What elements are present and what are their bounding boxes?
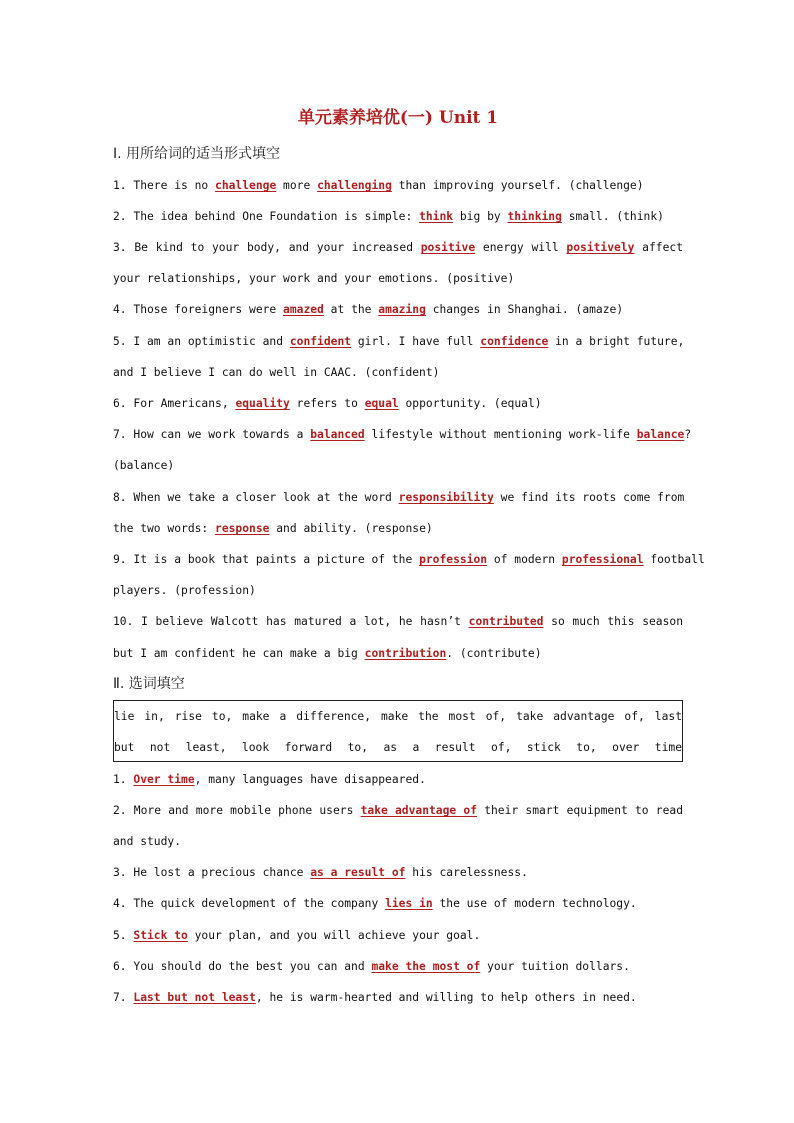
section1-question-10-line-2 [113,643,683,665]
section1-question-8-line-1 [113,487,683,509]
section1-question-2-line-1 [113,206,683,228]
question-text: in a bright future, [548,335,685,348]
section1-question-3-line-1 [113,237,683,259]
answer-blank: confident [289,335,352,348]
answer-blank: positive [420,241,476,254]
question-text: the two words: [113,522,216,535]
answer-blank: lies in [385,897,433,910]
question-text: refers to [289,397,365,410]
answer-blank: amazing [378,303,426,316]
question-text: 4. Those foreigners were [113,303,284,316]
answer-blank: profession [419,553,488,566]
word-bank-line-1: lie in, rise to, make a difference, make the most of, take advantage of, last [114,710,682,723]
answer-blank: responsibility [398,491,494,504]
answer-blank: balance [636,428,685,441]
question-text: 4. The quick development of the company [113,897,386,910]
section1-question-4-line-1 [113,299,683,321]
question-text: at the [323,303,379,316]
question-text: 2. The idea behind One Foundation is simple: [113,210,420,223]
question-text: 8. When we take a closer look at the word [113,491,399,504]
question-text: 10. I believe Walcott has matured a lot, he hasn’t [113,615,469,628]
answer-blank: confidence [480,335,549,348]
question-text: and I believe I can do well in CAAC. (confident) [113,366,440,379]
section2-question-2-line-1 [113,800,683,822]
question-text: 9. It is a book that paints a picture of the [113,553,420,566]
section2-question-7-line-1 [113,987,683,1009]
question-text: but I am confident he can make a big [113,647,365,660]
section1-question-3-line-2 [113,268,683,290]
question-text: 7. How can we work towards a [113,428,311,441]
question-text: your tuition dollars. [480,960,630,973]
question-text: and ability. (response) [269,522,433,535]
answer-blank: amazed [283,303,324,316]
answer-blank: thinking [507,210,562,223]
section2-question-1-line-1 [113,769,683,791]
section2-question-5-line-1 [113,925,683,947]
question-text: , many languages have disappeared. [194,773,426,786]
question-text: 1. There is no [113,179,216,192]
question-text: (balance) [113,459,175,472]
section1-question-8-line-2 [113,518,683,540]
section1-question-7-line-1 [113,424,692,446]
section1-question-6-line-1 [113,393,683,415]
answer-blank: equal [364,397,399,410]
answer-blank: challenging [317,179,392,192]
answer-blank: professional [561,553,644,566]
question-text: players. (profession) [113,584,256,597]
section1-question-9-line-1 [113,549,705,571]
section-1-heading: Ⅰ. 用所给词的适当形式填空 [113,146,281,162]
question-text: 3. He lost a precious chance [113,866,311,879]
section2-question-2-line-2 [113,831,683,853]
question-text: 6. For Americans, [113,397,236,410]
question-text: small. (think) [561,210,664,223]
word-bank-line-2: but not least, look forward to, as a result of, stick to, over time [114,741,682,754]
question-text: your plan, and you will achieve your goal. [187,929,481,942]
section1-question-7-line-2 [113,455,683,477]
answer-blank: Last but not least [133,991,256,1004]
question-text: your relationships, your work and your emotions. (positive) [113,272,515,285]
answer-blank: Over time [133,773,195,786]
answer-blank: as a result of [310,866,406,879]
section1-question-10-line-1 [113,611,683,633]
answer-blank: contribution [364,647,447,660]
section2-question-3-line-1 [113,862,683,884]
word-bank-box [113,700,683,762]
section2-question-6-line-1 [113,956,683,978]
section1-question-9-line-2 [113,580,683,602]
question-text: ? [684,428,692,441]
question-text: opportunity. (equal) [398,397,542,410]
question-text: so much this season [543,615,683,628]
answer-blank: challenge [215,179,277,192]
answer-blank: Stick to [133,929,188,942]
question-text: their smart equipment to read [477,804,683,817]
question-text: 1. [113,773,134,786]
question-text: his carelessness. [405,866,528,879]
question-text: girl. I have full [351,335,481,348]
question-text: the use of modern technology. [432,897,637,910]
question-text: changes in Shanghai. (amaze) [425,303,624,316]
question-text: 6. You should do the best you can and [113,960,372,973]
question-text: football [643,553,705,566]
section-2-heading: Ⅱ. 选词填空 [113,676,185,692]
answer-blank: contributed [468,615,544,628]
answer-blank: make the most of [371,960,481,973]
question-text: lifestyle without mentioning work-life [364,428,637,441]
answer-blank: take advantage of [360,804,477,817]
answer-blank: response [215,522,270,535]
question-text: of modern [487,553,562,566]
section1-question-5-line-2 [113,362,683,384]
answer-blank: think [419,210,454,223]
answer-blank: balanced [310,428,365,441]
question-text: 5. [113,929,134,942]
question-text: affect [634,241,683,254]
answer-blank: positively [566,241,635,254]
section1-question-5-line-1 [113,331,683,353]
question-text: 5. I am an optimistic and [113,335,290,348]
question-text: energy will [475,241,567,254]
section2-question-4-line-1 [113,893,683,915]
question-text: more [276,179,318,192]
question-text: big by [453,210,508,223]
answer-blank: equality [235,397,290,410]
question-text: than improving yourself. (challenge) [391,179,644,192]
question-text: 3. Be kind to your body, and your increased [113,241,421,254]
question-text: . (contribute) [446,647,542,660]
section1-question-1-line-1 [113,175,683,197]
question-text: 7. [113,991,134,1004]
question-text: we find its roots come from [493,491,685,504]
page-title: 单元素养培优(一) Unit 1 [297,108,499,128]
question-text: , he is warm-hearted and willing to help others in need. [255,991,637,1004]
question-text: 2. More and more mobile phone users [113,804,361,817]
question-text: and study. [113,835,182,848]
